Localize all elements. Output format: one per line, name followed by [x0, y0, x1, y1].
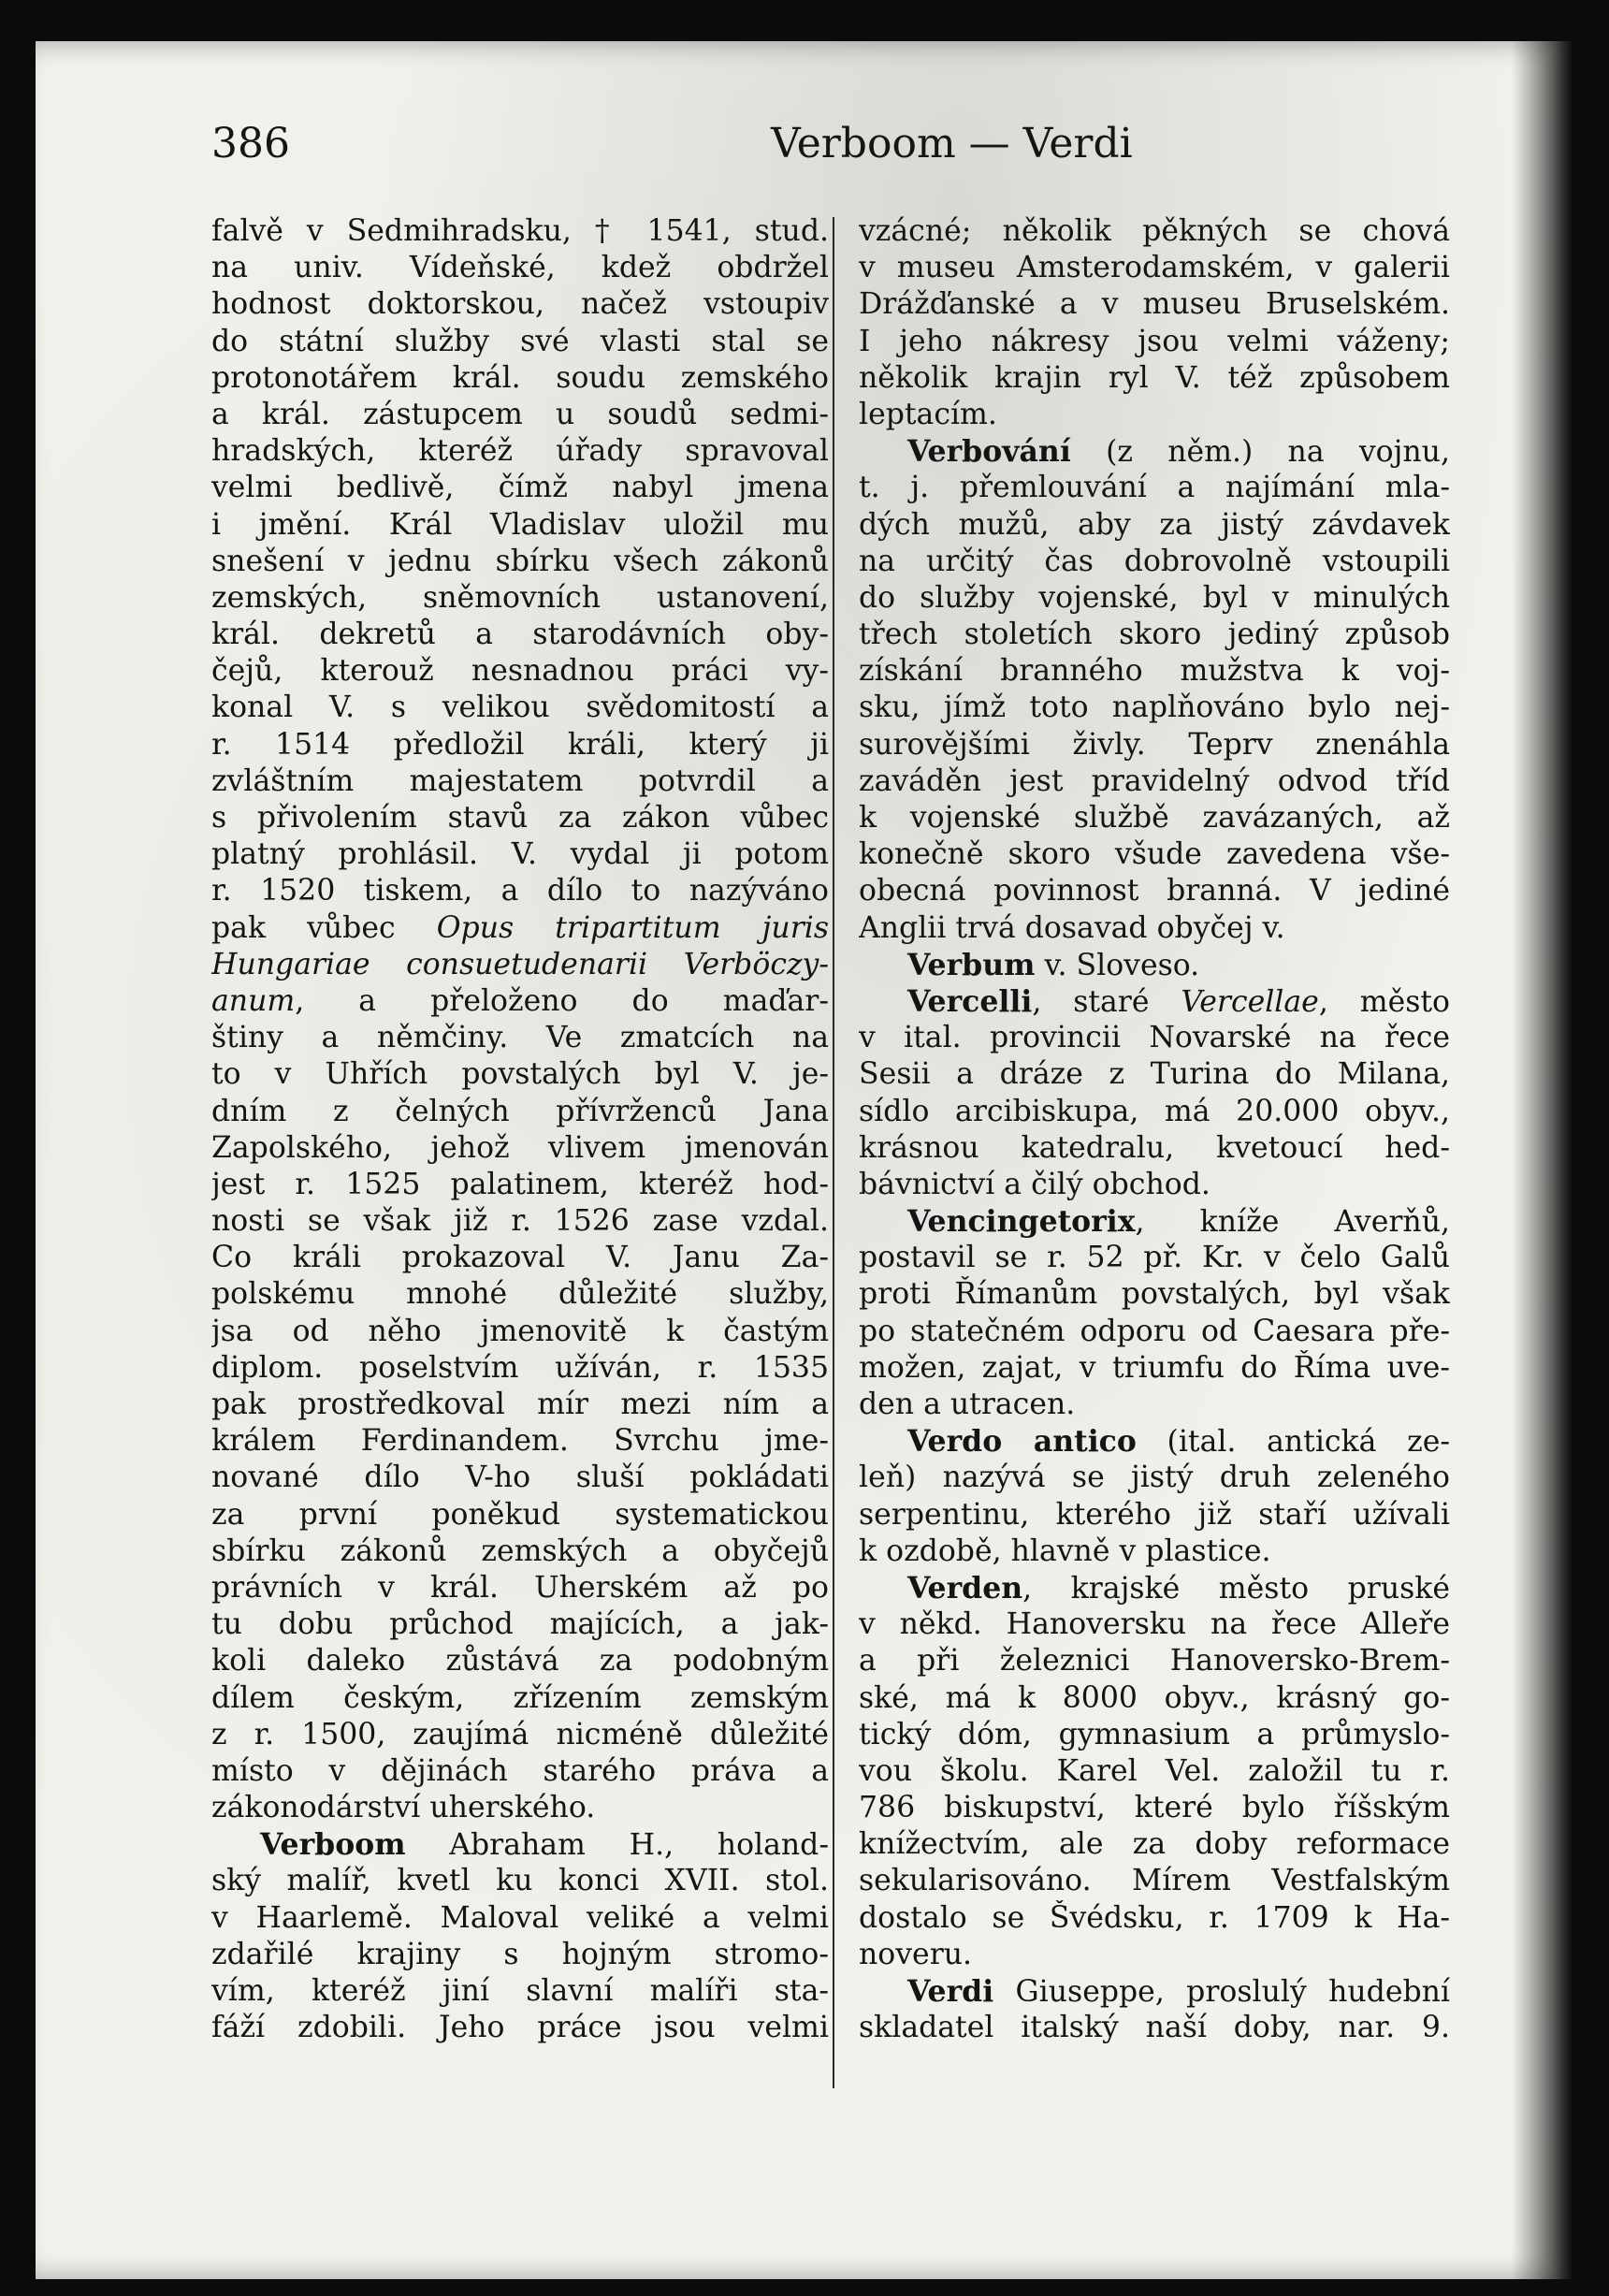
text-line [859, 1240, 1450, 1276]
line-text: knížectvím, ale za doby reformace [859, 1827, 1450, 1862]
line-text: na univ. Vídeňské, kdež obdržel [211, 251, 829, 285]
line-text: konal V. s velikou svědomitostí a [211, 690, 829, 725]
text-line [211, 1203, 829, 1240]
text-line [211, 947, 829, 983]
line-text: vím, kteréž jiní slavní malíři sta- [211, 1974, 829, 2008]
text-line [859, 1276, 1450, 1313]
line-text: (ital. antická ze- [1136, 1425, 1450, 1460]
line-text: pak prostředkoval mír mezi ním a [211, 1388, 829, 1421]
line-text: Giuseppe, proslulý hudební [993, 1975, 1450, 2009]
left-column [211, 213, 829, 2046]
line-text: Abraham H., holand- [405, 1828, 829, 1863]
line-text: surovějšími živly. Teprv znenáhla [859, 727, 1450, 762]
line-text: a při železnici Hanoversko-Brem- [859, 1644, 1450, 1678]
text-line [859, 983, 1450, 1020]
text-line [211, 653, 829, 690]
line-text: krásnou katedralu, kvetoucí hed- [859, 1130, 1450, 1165]
text-line [211, 397, 829, 433]
right-column [859, 213, 1450, 2046]
entry-headword: Verdi [907, 1974, 994, 2009]
text-line [859, 397, 1450, 433]
line-text: protonotářem král. soudu zemského [211, 360, 829, 395]
text-line [859, 2010, 1450, 2046]
line-text: nosti se však již r. 1526 zase vzdal. [211, 1204, 829, 1239]
line-text: z r. 1500, zaujímá nicméně důležité [211, 1717, 829, 1751]
line-text: a král. zástupcem u soudů sedmi- [211, 397, 829, 431]
line-text: t. j. přemlouvání a najímání mla- [859, 471, 1450, 505]
line-text: noveru. [859, 1937, 973, 1971]
line-text: r. 1514 předložil králi, který ji [211, 727, 829, 762]
text-line [211, 433, 829, 470]
text-line [859, 1056, 1450, 1093]
text-line [211, 727, 829, 763]
text-line [211, 1387, 829, 1423]
line-text: , a přeloženo do maďar- [295, 983, 829, 1018]
text-line [859, 1314, 1450, 1350]
entry-headword: Verbum [907, 947, 1036, 982]
line-text: hodnost doktorskou, načež vstoupiv [211, 287, 829, 322]
line-text: velmi bedlivě, čímž nabyl jmena [211, 471, 829, 505]
text-line [211, 800, 829, 836]
text-line [859, 727, 1450, 763]
line-text: Sesii a dráze z Turina do Milana, [859, 1057, 1450, 1092]
line-text: ské, má k 8000 obyv., krásný go- [859, 1680, 1450, 1715]
line-text: zvláštním majestatem potvrdil a [211, 763, 829, 798]
text-line [211, 1056, 829, 1093]
line-text: skladatel italský naší doby, nar. 9. [859, 2011, 1450, 2045]
line-text: leptacím. [859, 397, 997, 431]
text-line [859, 544, 1450, 580]
text-line [859, 1937, 1450, 1973]
text-line [859, 1863, 1450, 1899]
text-line [859, 250, 1450, 286]
text-line [859, 800, 1450, 836]
entry-headword: Verdo antico [907, 1424, 1137, 1460]
text-line [859, 1973, 1450, 2010]
line-text: sekularisováno. Mírem Vestfalským [859, 1864, 1450, 1898]
text-line [859, 1826, 1450, 1863]
text-line [211, 1497, 829, 1533]
text-line [211, 1643, 829, 1679]
text-line [859, 1460, 1450, 1496]
entry-headword: Verboom [260, 1827, 406, 1863]
line-text: falvě v Sedmihradsku, † 1541, stud. [211, 214, 829, 248]
text-line [211, 1167, 829, 1203]
line-text: místo v dějinách starého práva a [211, 1753, 829, 1788]
text-line [211, 324, 829, 360]
line-text: v Haarlemě. Maloval veliké a velmi [211, 1900, 829, 1935]
text-line [211, 983, 829, 1020]
text-line [211, 1790, 829, 1826]
running-title: Verboom — Verdi [771, 120, 1133, 167]
line-text: proti Římanům povstalých, byl však [859, 1277, 1450, 1312]
text-line [211, 1020, 829, 1056]
text-line [859, 1423, 1450, 1460]
text-line [211, 1826, 829, 1863]
line-text: získání branného mužstva k voj- [859, 654, 1450, 689]
text-line [859, 1900, 1450, 1937]
line-text: Anglii trvá dosavad obyčej v. [859, 910, 1285, 945]
line-text: nované dílo V-ho sluší pokládati [211, 1460, 829, 1495]
text-line [859, 1680, 1450, 1717]
entry-headword: Vercelli [907, 983, 1033, 1019]
line-text: snešení v jednu sbírku všech zákonů [211, 544, 829, 578]
line-text: to v Uhřích povstalých byl V. je- [211, 1057, 829, 1092]
line-text: král. dekretů a starodávních oby- [211, 618, 829, 652]
text-line [859, 873, 1450, 909]
italic-text: anum [211, 983, 296, 1018]
text-line [211, 360, 829, 397]
line-text: zdařilé krajiny s hojným stromo- [211, 1937, 829, 1971]
text-line [211, 286, 829, 323]
text-line [211, 1130, 829, 1167]
line-text: sídlo arcibiskupa, má 20.000 obyv., [859, 1094, 1450, 1128]
line-text: s přivolením stavů za zákon vůbec [211, 801, 829, 835]
text-line [211, 1937, 829, 1973]
entry-headword: Vencingetorix [907, 1204, 1136, 1240]
line-text: tický dóm, gymnasium a průmyslo- [859, 1717, 1450, 1751]
line-text: dílem českým, zřízením zemským [211, 1680, 829, 1715]
text-line [859, 470, 1450, 506]
line-text: platný prohlásil. V. vydal ji potom [211, 837, 829, 872]
text-line [211, 836, 829, 873]
line-text: diplom. poselstvím užíván, r. 1535 [211, 1350, 829, 1385]
line-text: , krajské město pruské [1022, 1571, 1450, 1606]
text-line [211, 1314, 829, 1350]
text-line [211, 213, 829, 250]
line-text: zaváděn jest pravidelný odvod tříd [859, 763, 1450, 798]
line-text: r. 1520 tiskem, a dílo to nazýváno [211, 874, 829, 908]
line-text: čejů, kterouž nesnadnou práci vy- [211, 654, 829, 689]
line-text: , staré [1032, 984, 1181, 1019]
text-line [859, 653, 1450, 690]
line-text: Zapolského, jehož vlivem jmenován [211, 1130, 829, 1165]
text-line [859, 1643, 1450, 1679]
text-line [211, 1276, 829, 1313]
line-text: v museu Amsterodamském, v galerii [859, 251, 1450, 285]
text-line [211, 1753, 829, 1790]
text-line [859, 286, 1450, 323]
page-number: 386 [211, 120, 290, 167]
text-line [211, 910, 829, 947]
line-text: Drážďanské a v museu Bruselském. [859, 287, 1450, 322]
text-line [211, 1717, 829, 1753]
line-text: na určitý čas dobrovolně vstoupili [859, 544, 1450, 578]
line-text: ský malíř, kvetl ku konci XVII. stol. [211, 1864, 829, 1898]
line-text: I jeho nákresy jsou velmi váženy; [859, 324, 1450, 358]
text-line [859, 763, 1450, 800]
italic-text: Vercellae [1181, 984, 1319, 1019]
text-line [211, 873, 829, 909]
text-line [859, 1753, 1450, 1790]
line-text: právních v král. Uherském až po [211, 1570, 829, 1605]
text-line [859, 1387, 1450, 1423]
text-line [859, 433, 1450, 470]
line-text: do státní služby své vlasti stal se [211, 324, 829, 358]
line-text: králem Ferdinandem. Svrchu jme- [211, 1424, 829, 1459]
line-text: v někd. Hanoversku na řece Alleře [859, 1607, 1450, 1642]
text-line [211, 544, 829, 580]
line-text: i jmění. Král Vladislav uložil mu [211, 507, 829, 542]
text-line [211, 617, 829, 653]
entry-headword: Verden [907, 1570, 1023, 1606]
line-text: leň) nazývá se jistý druh zeleného [859, 1460, 1450, 1495]
line-text: , město [1318, 984, 1450, 1019]
text-line [859, 1130, 1450, 1167]
text-line [859, 1717, 1450, 1753]
text-line [859, 1167, 1450, 1203]
text-line [211, 763, 829, 800]
text-line [211, 1680, 829, 1717]
line-text: zákonodárství uherského. [211, 1791, 596, 1825]
line-text: dostalo se Švédsku, r. 1709 k Ha- [859, 1900, 1450, 1935]
line-text: jest r. 1525 palatinem, kteréž hod- [211, 1167, 829, 1201]
text-line [859, 1497, 1450, 1533]
line-text: několik krajin ryl V. též způsobem [859, 360, 1450, 395]
line-text: koli daleko zůstává za podobným [211, 1644, 829, 1678]
line-text: polskému mnohé důležité služby, [211, 1277, 829, 1312]
line-text: do služby vojenské, byl v minulých [859, 580, 1450, 615]
text-line [211, 580, 829, 617]
line-text: postavil se r. 52 př. Kr. v čelo Galů [859, 1241, 1450, 1275]
book-spine-shadow [1512, 41, 1572, 2279]
line-text: pak vůbec [211, 910, 437, 945]
line-text: třech stoletích skoro jediný způsob [859, 618, 1450, 652]
line-text: , kníže Averňů, [1135, 1205, 1450, 1240]
text-line [859, 324, 1450, 360]
line-text: Co králi prokazoval V. Janu Za- [211, 1241, 829, 1275]
text-line [859, 1533, 1450, 1570]
text-line [211, 1423, 829, 1460]
text-line [211, 1533, 829, 1570]
text-line [211, 1863, 829, 1899]
line-text: za první poněkud systematickou [211, 1497, 829, 1532]
italic-text: Opus tripartitum juris [436, 910, 829, 945]
text-line [211, 250, 829, 286]
line-text: zemských, sněmovních ustanovení, [211, 580, 829, 615]
line-text: fáží zdobili. Jeho práce jsou velmi [211, 2011, 829, 2045]
line-text: hradských, kteréž úřady spravoval [211, 434, 829, 469]
line-text: tu dobu průchod majících, a jak- [211, 1607, 829, 1642]
line-text: 786 biskupství, které bylo říšským [859, 1791, 1450, 1825]
italic-text: Hungariae consuetudenarii Verböczy- [211, 947, 829, 981]
line-text: k vojenské službě zavázaných, až [859, 801, 1450, 835]
text-line [859, 1020, 1450, 1056]
line-text: jsa od něho jmenovitě k častým [211, 1314, 829, 1348]
line-text: sku, jímž toto naplňováno bylo nej- [859, 690, 1450, 725]
line-text: dním z čelných přívrženců Jana [211, 1094, 829, 1128]
line-text: bávnictví a čilý obchod. [859, 1167, 1210, 1201]
line-text: možen, zajat, v triumfu do Říma uve- [859, 1350, 1450, 1385]
running-header [176, 120, 1133, 176]
line-text: v ital. provincii Novarské na řece [859, 1021, 1450, 1055]
line-text: den a utracen. [859, 1388, 1076, 1421]
text-line [211, 1350, 829, 1387]
column-divider [833, 217, 834, 2088]
text-line [859, 1570, 1450, 1606]
line-text: po statečném odporu od Caesara pře- [859, 1314, 1450, 1348]
line-text: konečně skoro všude zavedena vše- [859, 837, 1450, 872]
text-line [859, 617, 1450, 653]
text-line [211, 1570, 829, 1606]
text-line [859, 1606, 1450, 1643]
text-line [211, 470, 829, 506]
text-line [859, 836, 1450, 873]
text-line [211, 690, 829, 726]
line-text: obecná povinnost branná. V jediné [859, 874, 1450, 908]
text-line [859, 1350, 1450, 1387]
text-line [859, 690, 1450, 726]
text-line [211, 1606, 829, 1643]
line-text: v. Sloveso. [1035, 948, 1200, 982]
text-line [859, 1094, 1450, 1130]
line-text: serpentinu, kterého již staří užívali [859, 1497, 1450, 1532]
text-line [859, 1203, 1450, 1240]
line-text: štiny a němčiny. Ve zmatcích na [211, 1021, 829, 1055]
text-line [211, 1240, 829, 1276]
text-line [859, 947, 1450, 983]
text-line [211, 507, 829, 544]
text-line [211, 2010, 829, 2046]
line-text: sbírku zákonů zemských a obyčejů [211, 1533, 829, 1568]
text-line [859, 910, 1450, 947]
text-line [859, 360, 1450, 397]
text-line [211, 1900, 829, 1937]
entry-headword: Verbování [907, 434, 1071, 470]
text-line [859, 1790, 1450, 1826]
text-line [859, 213, 1450, 250]
line-text: k ozdobě, hlavně v plastice. [859, 1533, 1271, 1568]
text-line [211, 1973, 829, 2010]
text-line [211, 1094, 829, 1130]
text-line [859, 580, 1450, 617]
line-text: dých mužů, aby za jistý závdavek [859, 507, 1450, 542]
text-line [859, 507, 1450, 544]
line-text: (z něm.) na vojnu, [1070, 435, 1450, 470]
text-line [211, 1460, 829, 1496]
line-text: vzácné; několik pěkných se chová [859, 214, 1450, 248]
line-text: vou školu. Karel Vel. založil tu r. [859, 1753, 1450, 1788]
